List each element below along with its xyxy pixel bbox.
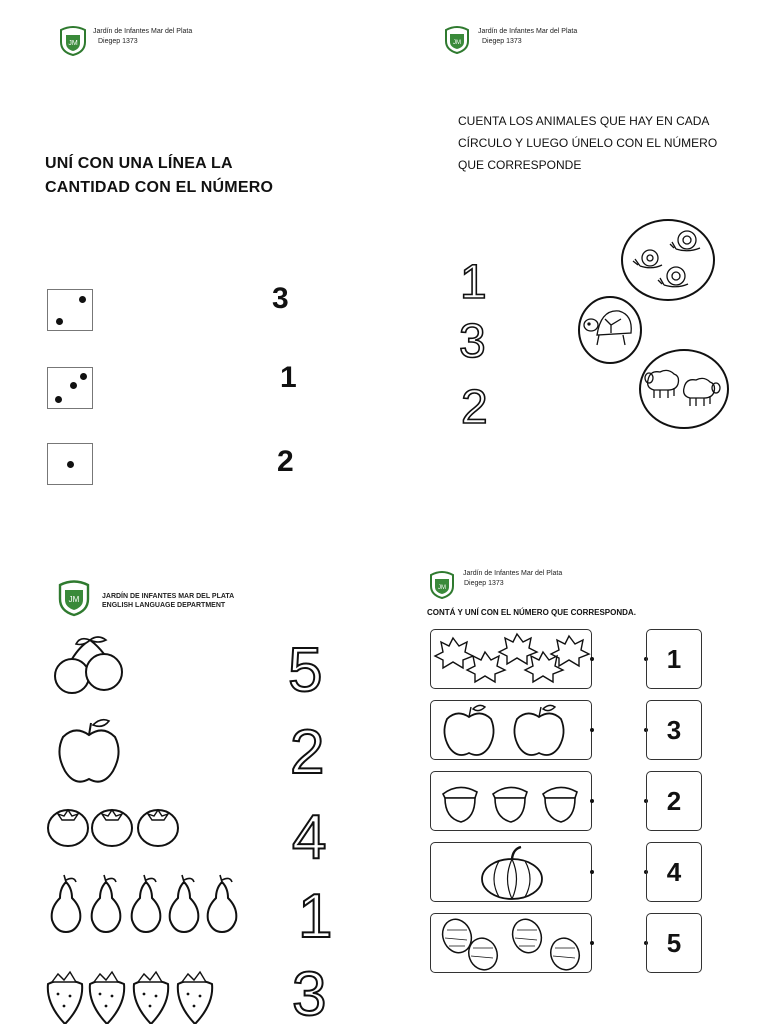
dot [79,296,86,303]
leaf-icon [525,652,563,682]
dot [80,373,87,380]
tomato-icon [92,810,132,846]
acorn-icon [493,787,527,822]
school-district: Diegep 1373 [482,38,522,45]
number-box-1: 1 [646,629,702,689]
dot-box-1 [47,443,93,485]
sheet4-instruction: CONTÁ Y UNÍ CON EL NÚMERO QUE CORRESPONDA. [427,608,636,617]
connector-dot [590,870,594,874]
apple-icon [55,717,125,789]
acorns-card [430,771,592,831]
leaf-icon [435,638,473,668]
school-district: Diegep 1373 [464,580,504,587]
outline-number-4: 4 [292,803,327,872]
apples-card [430,700,592,760]
pinecones-group [439,916,585,972]
leaves-card [430,629,592,689]
worksheet-autumn [384,512,768,1024]
tomato-icon [138,810,178,846]
number-2: 2 [277,445,294,478]
outline-number-5: 5 [288,636,323,705]
department-name: ENGLISH LANGUAGE DEPARTMENT [102,602,226,609]
strawberry-icon [134,972,168,1024]
pear-icon [170,875,199,932]
pinecone-icon [546,934,583,974]
connector-dot [590,799,594,803]
apple-icon [514,705,563,755]
sheet1-title-line2: CANTIDAD CON EL NÚMERO [45,179,274,196]
outline-number-2: 2 [461,381,488,434]
dot [56,318,63,325]
dot-box-3 [47,367,93,409]
connector-dot [590,941,594,945]
pumpkin-card [430,842,592,902]
apple-icon [444,705,493,755]
school-name: Jardín de Infantes Mar del Plata [478,28,578,35]
snails-circle [620,218,716,302]
outline-number-1: 1 [460,256,487,309]
sheet1-title-line1: UNÍ CON UNA LÍNEA LA [45,155,233,172]
cherries-icon [50,634,130,696]
number-box-2: 2 [646,771,702,831]
outline-number-3: 3 [459,315,486,368]
acorns-group [439,778,585,826]
dot [70,382,77,389]
sheet2-instruction-line3: QUE CORRESPONDE [458,158,582,172]
dot [55,396,62,403]
pear-icon [208,875,237,932]
outline-number-1: 1 [298,882,333,951]
pear-icon [92,875,121,932]
pears-group [46,874,246,934]
sheep-circle [638,348,730,430]
school-name-caps: JARDÍN DE INFANTES MAR DEL PLATA [102,593,235,600]
leaf-icon [467,652,505,682]
strawberry-icon [90,972,124,1024]
school-crest-icon [443,26,471,54]
number-1: 1 [280,361,297,394]
leaf-icon [551,636,589,666]
worksheet-dots [0,0,384,512]
sheet2-instruction-line1: CUENTA LOS ANIMALES QUE HAY EN CADA [458,114,710,128]
number-box-3: 3 [646,700,702,760]
number-box-4: 4 [646,842,702,902]
svg-text:JM: JM [438,585,446,591]
svg-text:JM: JM [68,40,78,47]
outline-number-3: 3 [292,960,327,1024]
school-name: Jardín de Infantes Mar del Plata [463,570,563,577]
strawberry-icon [48,972,82,1024]
school-name: Jardín de Infantes Mar del Plata [93,28,193,35]
pear-icon [52,875,81,932]
strawberry-icon [178,972,212,1024]
number-3: 3 [272,282,289,315]
dot-box-2 [47,289,93,331]
acorn-icon [543,787,577,822]
pear-icon [132,875,161,932]
tomatoes-group [46,804,182,848]
svg-text:JM: JM [453,40,461,46]
acorn-icon [443,787,477,822]
school-crest-icon [58,26,88,56]
worksheet-fruits [0,512,384,1024]
apples-group [441,703,581,759]
strawberries-group [44,968,224,1024]
connector-dot [590,728,594,732]
leaves-group [435,632,585,686]
school-district: Diegep 1373 [98,38,138,45]
number-box-5: 5 [646,913,702,973]
pumpkin-icon [479,845,545,901]
connector-dot [590,657,594,661]
worksheet-animals [384,0,768,512]
sheet2-instruction-line2: CÍRCULO Y LUEGO ÚNELO CON EL NÚMERO [458,136,718,150]
svg-text:JM: JM [68,595,80,604]
dot [67,461,74,468]
outline-number-2: 2 [290,718,325,787]
pinecones-card [430,913,592,973]
school-crest-icon [56,580,92,616]
school-crest-icon [428,571,456,599]
tomato-icon [48,810,88,846]
pinecone-icon [508,915,546,957]
turtle-circle [577,295,643,365]
